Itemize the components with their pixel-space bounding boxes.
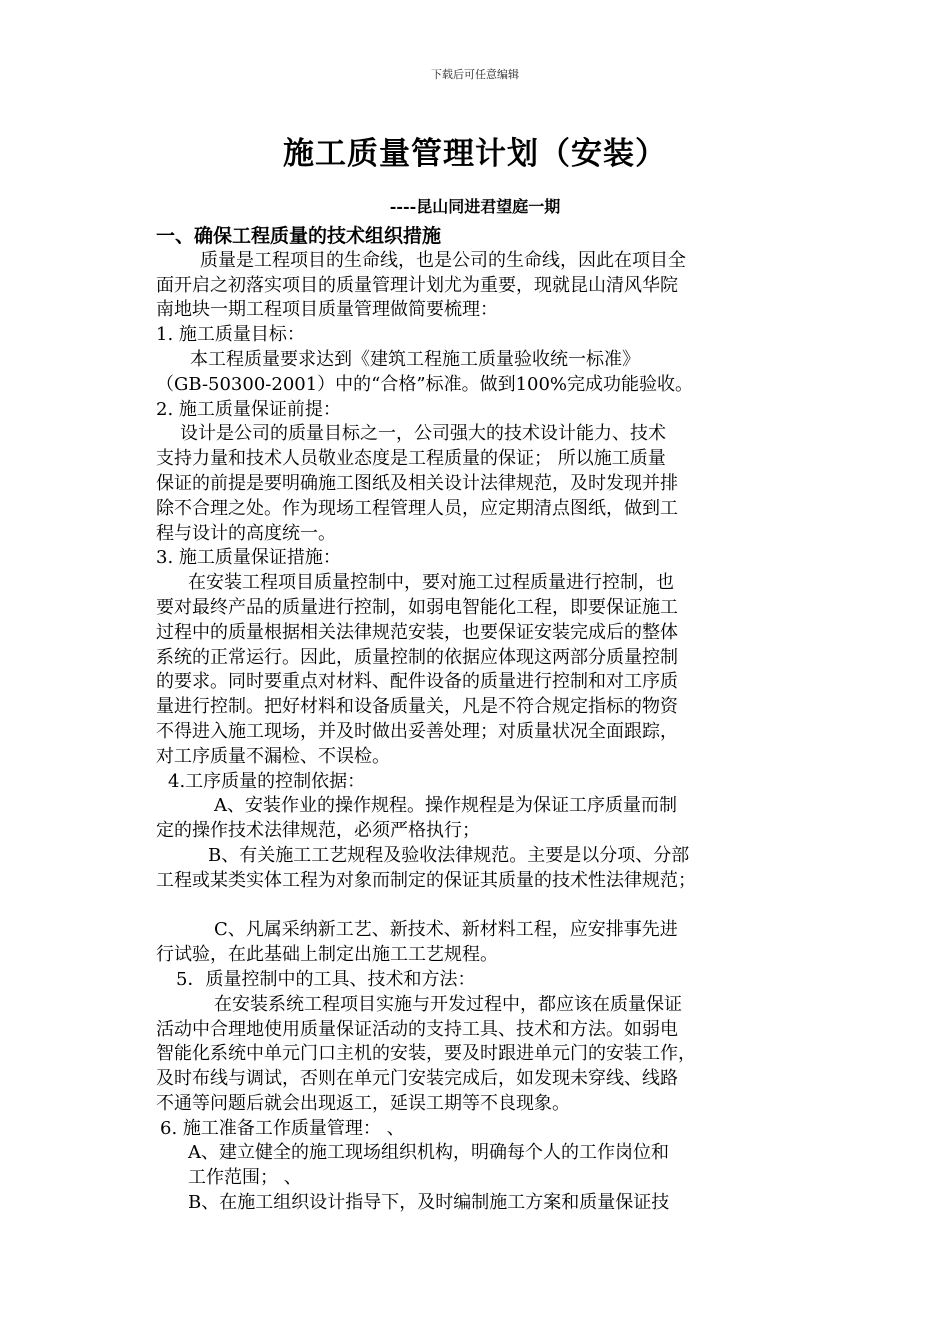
paragraph-line: 工程或某类实体工程为对象而制定的保证其质量的技术性法律规范； <box>156 869 696 891</box>
paragraph-line: 面开启之初落实项目的质量管理计划尤为重要，现就昆山清风华院 <box>156 274 678 296</box>
paragraph-line: 的要求。同时要重点对材料、配件设备的质量进行控制和对工序质 <box>156 671 678 693</box>
section-heading: 一、确保工程质量的技术组织措施 <box>156 225 442 247</box>
document-subtitle: ----昆山同进君望庭一期 <box>389 197 561 216</box>
paragraph-line: C、凡属采纳新工艺、新技术、新材料工程，应安排事先进 <box>214 919 678 941</box>
list-item-heading: 4.工序质量的控制依据： <box>168 770 366 792</box>
paragraph-line: 对工序质量不漏检、不误检。 <box>156 745 390 767</box>
list-item-heading: 3. 施工质量保证措施： <box>156 547 341 569</box>
paragraph-line: 不得进入施工现场，并及时做出妥善处理；对质量状况全面跟踪， <box>156 720 678 742</box>
paragraph-line: 系统的正常运行。因此，质量控制的依据应体现这两部分质量控制 <box>156 646 678 668</box>
paragraph-line: 保证的前提是要明确施工图纸及相关设计法律规范，及时发现并排 <box>156 472 678 494</box>
header-note: 下载后可任意编辑 <box>431 68 519 81</box>
paragraph-line: 行试验，在此基础上制定出施工工艺规程。 <box>156 944 498 966</box>
paragraph-line: 质量是工程项目的生命线，也是公司的生命线，因此在项目全 <box>200 249 686 271</box>
paragraph-line: B、在施工组织设计指导下，及时编制施工方案和质量保证技 <box>188 1192 670 1214</box>
paragraph-line: 活动中合理地使用质量保证活动的支持工具、技术和方法。如弱电 <box>156 1018 678 1040</box>
list-item-heading: 5．质量控制中的工具、技术和方法： <box>176 968 476 990</box>
paragraph-line: 过程中的质量根据相关法律规范安装，也要保证安装完成后的整体 <box>156 621 678 643</box>
list-item-heading: 2. 施工质量保证前提： <box>156 398 341 420</box>
paragraph-line: A、建立健全的施工现场组织机构，明确每个人的工作岗位和 <box>188 1142 669 1164</box>
paragraph-line: 在安装系统工程项目实施与开发过程中，都应该在质量保证 <box>214 993 682 1015</box>
document-body <box>156 224 816 1216</box>
paragraph-line: 在安装工程项目质量控制中，要对施工过程质量进行控制，也 <box>188 572 674 594</box>
paragraph-line: 本工程质量要求达到《建筑工程施工质量验收统一标准》 <box>190 348 640 370</box>
paragraph-line: 智能化系统中单元门口主机的安装，要及时跟进单元门的安装工作， <box>156 1043 696 1065</box>
paragraph-line: 除不合理之处。作为现场工程管理人员，应定期清点图纸，做到工 <box>156 497 678 519</box>
paragraph-line: 量进行控制。把好材料和设备质量关，凡是不符合规定指标的物资 <box>156 696 678 718</box>
paragraph-line: 南地块一期工程项目质量管理做简要梳理： <box>156 299 498 321</box>
paragraph-line: 程与设计的高度统一。 <box>156 522 336 544</box>
paragraph-line: 工作范围； 、 <box>188 1167 302 1189</box>
list-item-heading: 6. 施工准备工作质量管理： 、 <box>160 1117 405 1139</box>
paragraph-line: 要对最终产品的质量进行控制，如弱电智能化工程，即要保证施工 <box>156 596 678 618</box>
document-title: 施工质量管理计划（安装） <box>283 136 667 172</box>
paragraph-line: 不通等问题后就会出现返工，延误工期等不良现象。 <box>156 1092 570 1114</box>
blank-line <box>156 894 816 919</box>
paragraph-line: B、有关施工工艺规程及验收法律规范。主要是以分项、分部 <box>208 844 690 866</box>
list-item-heading: 1. 施工质量目标： <box>156 324 305 346</box>
paragraph-line: 设计是公司的质量目标之一，公司强大的技术设计能力、技术 <box>180 423 666 445</box>
paragraph-line: （GB-50300-2001）中的“合格”标准。做到100%完成功能验收。 <box>156 373 694 395</box>
paragraph-line: 支持力量和技术人员敬业态度是工程质量的保证； 所以施工质量 <box>156 448 666 470</box>
paragraph-line: 及时布线与调试，否则在单元门安装完成后，如发现未穿线、线路 <box>156 1068 678 1090</box>
paragraph-line: A、安装作业的操作规程。操作规程是为保证工序质量而制 <box>214 795 677 817</box>
paragraph-line: 定的操作技术法律规范，必须严格执行； <box>156 820 480 842</box>
